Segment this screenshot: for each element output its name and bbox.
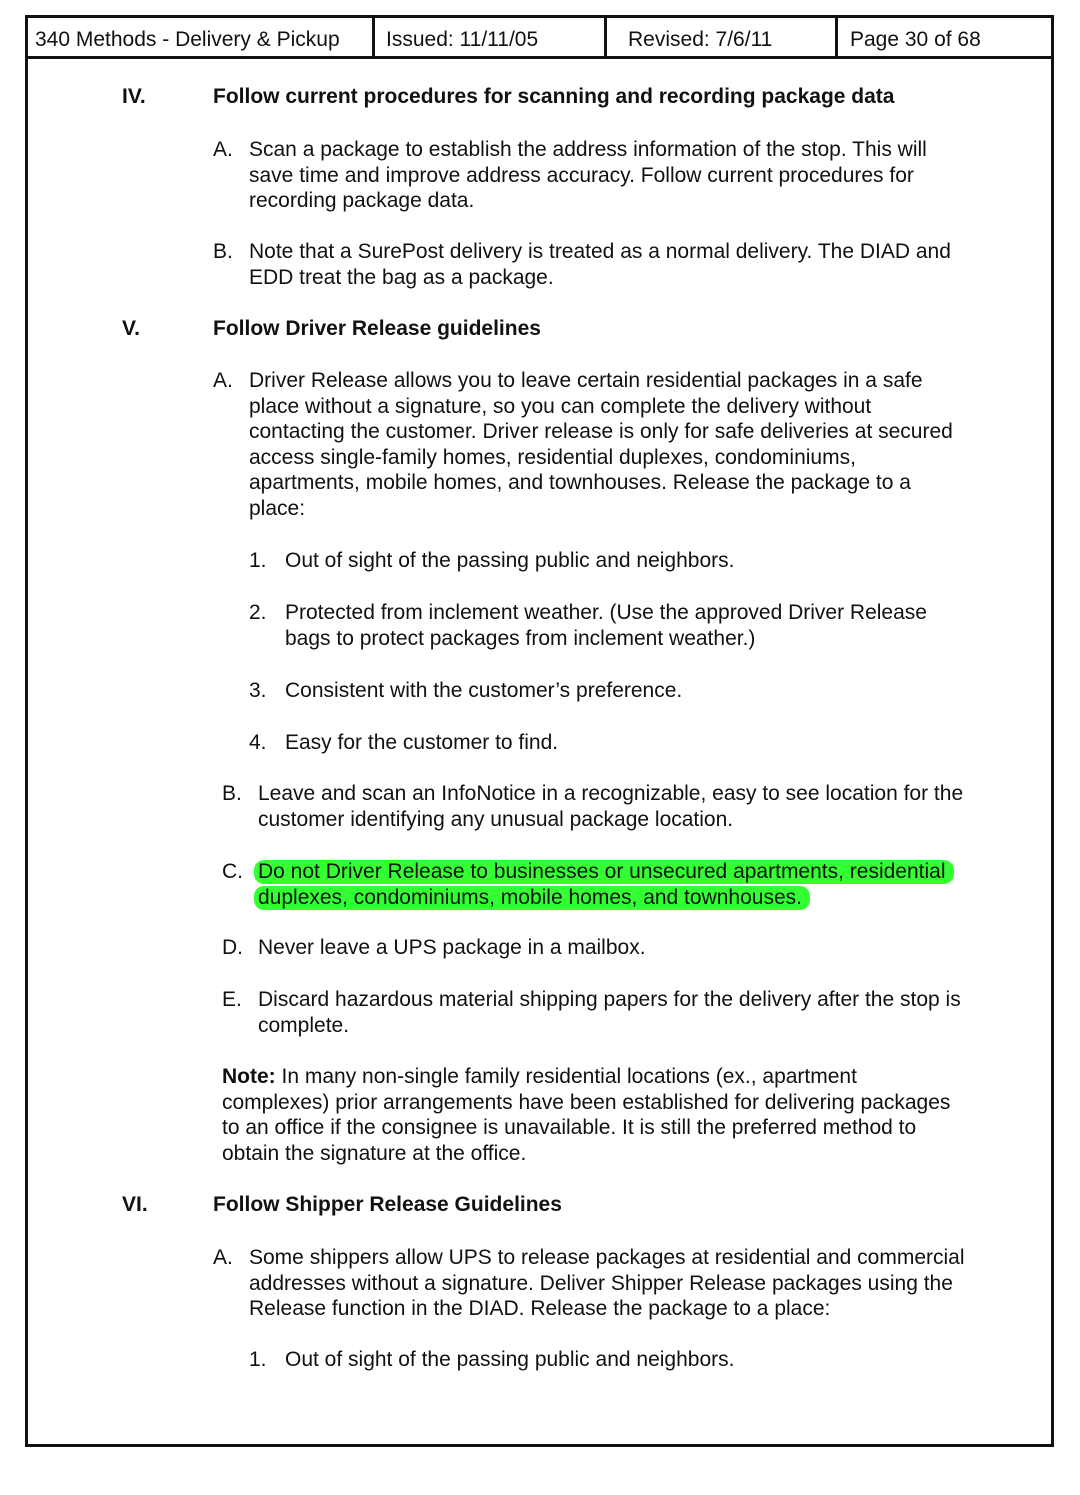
section-v-title: Follow Driver Release guidelines [213, 317, 541, 340]
text-line: place: [249, 496, 306, 520]
text-line: apartments, mobile homes, and townhouses. Release the package to a [249, 471, 911, 495]
v-a-marker: A. [213, 369, 233, 392]
v-e-marker: E. [222, 988, 242, 1011]
text-line: Some shippers allow UPS to release packages at residential and commercial [249, 1246, 965, 1269]
text-line: EDD treat the bag as a package. [249, 265, 554, 289]
issued-date: Issued: 11/11/05 [375, 18, 607, 56]
v-item-3-text [285, 678, 682, 704]
v-item-4-marker: 4. [249, 731, 267, 754]
section-v-number: V. [122, 317, 140, 340]
v-item-1-text [285, 548, 734, 574]
text-line: Note that a SurePost delivery is treated as a normal delivery. The DIAD and [249, 240, 951, 263]
vi-a-paragraph [249, 1245, 965, 1322]
vi-a-marker: A. [213, 1246, 233, 1269]
iv-b-marker: B. [213, 240, 233, 263]
revised-date: Revised: 7/6/11 [607, 18, 838, 56]
text-line: Out of sight of the passing public and neighbors. [285, 549, 735, 572]
v-e-paragraph [258, 987, 961, 1038]
text-line: Leave and scan an InfoNotice in a recognizable, easy to see location for the [258, 782, 964, 805]
document-header [28, 18, 1051, 59]
section-iv-title: Follow current procedures for scanning and recording package data [213, 85, 895, 108]
v-item-4-text [285, 730, 558, 756]
text-line: addresses without a signature. Deliver Shipper Release packages using the [249, 1271, 953, 1295]
text-line: In many non-single family residential locations (ex., apartment [275, 1065, 857, 1088]
text-line: Discard hazardous material shipping papers for the delivery after the stop is [258, 988, 961, 1011]
v-b-marker: B. [222, 782, 242, 805]
note-paragraph [222, 1064, 950, 1166]
v-b-paragraph [258, 781, 963, 832]
highlighted-text: Do not Driver Release to businesses or unsecured apartments, residential [254, 860, 954, 884]
text-line: to an office if the consignee is unavailable. It is still the preferred method to [222, 1116, 917, 1140]
text-line: Scan a package to establish the address information of the stop. This will [249, 138, 927, 161]
text-line: Easy for the customer to find. [285, 731, 559, 754]
text-line: place without a signature, so you can complete the delivery without [249, 394, 872, 418]
text-line: customer identifying any unusual package location. [258, 807, 734, 831]
text-line: Protected from inclement weather. (Use the approved Driver Release [285, 601, 927, 624]
section-iv-number: IV. [122, 85, 146, 108]
v-d-marker: D. [222, 936, 243, 959]
text-line: complete. [258, 1013, 350, 1037]
text-line: recording package data. [249, 189, 475, 213]
text-line: access single-family homes, residential duplexes, condominiums, [249, 445, 856, 469]
text-line: contacting the customer. Driver release is only for safe deliveries at secured [249, 420, 953, 444]
v-a-paragraph [249, 368, 953, 522]
manual-title: 340 Methods - Delivery & Pickup [28, 18, 375, 56]
v-c-marker: C. [222, 860, 243, 883]
v-c-paragraph-highlighted [258, 859, 954, 910]
vi-item-1-marker: 1. [249, 1348, 267, 1371]
note-label: Note: [222, 1065, 276, 1088]
iv-b-paragraph [249, 239, 951, 290]
text-line: complexes) prior arrangements have been established for delivering packages [222, 1090, 951, 1114]
vi-item-1-text [285, 1347, 734, 1373]
page-number: Page 30 of 68 [850, 28, 981, 51]
text-line: obtain the signature at the office. [222, 1141, 527, 1165]
highlighted-text: duplexes, condominiums, mobile homes, and townhouses. [254, 886, 810, 910]
text-line: Out of sight of the passing public and neighbors. [285, 1348, 735, 1371]
section-vi-number: VI. [122, 1193, 148, 1216]
text-line: save time and improve address accuracy. Follow current procedures for [249, 163, 914, 187]
text-line: Never leave a UPS package in a mailbox. [258, 936, 646, 959]
text-line: Release function in the DIAD. Release the package to a place: [249, 1297, 831, 1321]
v-d-paragraph [258, 935, 646, 961]
text-line: Driver Release allows you to leave certain residential packages in a safe [249, 369, 923, 392]
v-item-3-marker: 3. [249, 679, 267, 702]
iv-a-paragraph [249, 137, 927, 214]
section-vi-title: Follow Shipper Release Guidelines [213, 1193, 562, 1216]
text-line: Consistent with the customer’s preference. [285, 679, 683, 702]
v-item-1-marker: 1. [249, 549, 267, 572]
iv-a-marker: A. [213, 138, 233, 161]
text-line: bags to protect packages from inclement weather.) [285, 626, 756, 650]
v-item-2-text [285, 600, 927, 651]
v-item-2-marker: 2. [249, 601, 267, 624]
